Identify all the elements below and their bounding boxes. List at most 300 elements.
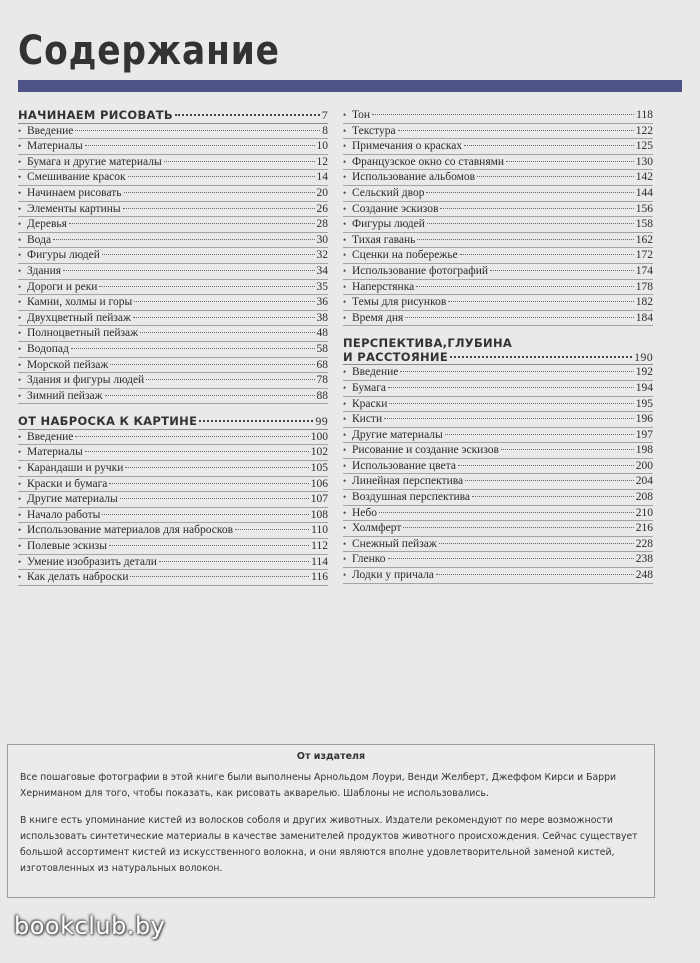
toc-entry-page: 142 [635, 171, 653, 184]
toc-entry[interactable] [18, 539, 328, 555]
section-gap [18, 404, 328, 414]
toc-entry[interactable] [18, 124, 328, 140]
leader-dots [175, 114, 320, 116]
toc-entry[interactable] [343, 280, 653, 296]
toc-entry-page: 28 [316, 218, 328, 231]
toc-entry-page: 198 [635, 444, 653, 457]
toc-entry-page: 88 [316, 389, 328, 402]
toc-entry-page: 100 [310, 430, 328, 443]
toc-entry[interactable] [343, 552, 653, 568]
bullet-icon: • [343, 507, 347, 518]
leader-dots [398, 130, 634, 131]
leader-dots [164, 161, 315, 162]
toc-entry-page: 102 [310, 446, 328, 459]
title-divider-bar [18, 80, 682, 92]
leader-dots [372, 114, 634, 115]
toc-entry-label: Камни, холмы и горы [27, 296, 133, 309]
bullet-icon: • [343, 367, 347, 378]
toc-entry-label: Дороги и реки [27, 280, 98, 293]
leader-dots [235, 529, 309, 530]
leader-dots [120, 498, 309, 499]
toc-entry-page: 125 [635, 140, 653, 153]
toc-entry-label: Умение изобразить детали [27, 555, 157, 568]
leader-dots [472, 496, 634, 497]
bullet-icon: • [343, 187, 347, 198]
toc-entry-page: 114 [311, 555, 328, 568]
toc-entry-page: 116 [311, 571, 328, 584]
toc-entry-page: 38 [316, 311, 328, 324]
leader-dots [405, 317, 633, 318]
bullet-icon: • [18, 141, 22, 152]
toc-entry-label: Материалы [27, 140, 83, 153]
toc-entry-label: Темы для рисунков [352, 296, 447, 309]
bullet-icon: • [18, 525, 22, 536]
toc-entry[interactable] [18, 264, 328, 280]
toc-section-heading-label: И РАССТОЯНИЕ [343, 350, 449, 365]
section-gap [343, 326, 653, 336]
bullet-icon: • [343, 125, 347, 136]
toc-entry-page: 162 [635, 233, 653, 246]
bullet-icon: • [343, 429, 347, 440]
toc-column-right [343, 108, 653, 584]
bullet-icon: • [18, 156, 22, 167]
leader-dots [71, 348, 315, 349]
toc-entry-page: 184 [635, 311, 653, 324]
leader-dots [102, 514, 308, 515]
bullet-icon: • [343, 538, 347, 549]
toc-entry-label: Сельский двор [352, 186, 425, 199]
leader-dots [389, 403, 633, 404]
toc-entry[interactable] [18, 280, 328, 296]
leader-dots [85, 451, 309, 452]
bullet-icon: • [18, 375, 22, 386]
leader-dots [130, 576, 309, 577]
toc-entry-label: Тон [352, 109, 371, 121]
toc-entry-page: 112 [311, 540, 328, 553]
toc-entry[interactable] [343, 568, 653, 584]
toc-entry[interactable] [18, 295, 328, 311]
leader-dots [146, 379, 314, 380]
toc-entry[interactable] [343, 443, 653, 459]
bullet-icon: • [343, 156, 347, 167]
leader-dots [403, 527, 633, 528]
bullet-icon: • [343, 476, 347, 487]
toc-entry-label: Здания [27, 264, 62, 277]
toc-entry-label: Текстура [352, 124, 396, 137]
toc-entry-label: Фигуры людей [352, 218, 425, 231]
toc-entry-label: Небо [352, 506, 378, 519]
leader-dots [140, 332, 314, 333]
leader-dots [427, 223, 634, 224]
bullet-icon: • [343, 281, 347, 292]
bullet-icon: • [18, 297, 22, 308]
publisher-note-paragraph-1: Все пошаговые фотографии в этой книге были выполнены Арнольдом Лоури, Венди Желберт, Джеффом Кирси и Барри Херниманом для того, чтобы показать, как рисовать акварелью. Шаблоны не использовались. [20, 772, 617, 799]
toc-entry-label: Введение [27, 430, 74, 443]
toc-entry-page: 36 [316, 296, 328, 309]
leader-dots [417, 239, 633, 240]
bullet-icon: • [343, 172, 347, 183]
toc-entry-page: 30 [316, 233, 328, 246]
toc-entry-page: 105 [310, 462, 328, 475]
toc-entry-label: Тихая гавань [352, 233, 416, 246]
toc-section-heading-label: НАЧИНАЕМ РИСОВАТЬ [18, 108, 173, 122]
toc-entry[interactable] [343, 397, 653, 413]
toc-entry-label: Морской пейзаж [27, 358, 109, 371]
toc-section-page: 7 [321, 108, 328, 122]
leader-dots [124, 192, 315, 193]
bullet-icon: • [18, 187, 22, 198]
toc-entry-label: Фигуры людей [27, 249, 100, 262]
bullet-icon: • [343, 141, 347, 152]
leader-dots [460, 254, 634, 255]
toc-entry-page: 107 [310, 493, 328, 506]
toc-entry-page: 248 [635, 569, 653, 582]
leader-dots [506, 161, 634, 162]
toc-entry[interactable] [343, 537, 653, 553]
leader-dots [416, 286, 634, 287]
bullet-icon: • [18, 463, 22, 474]
bullet-icon: • [343, 460, 347, 471]
bullet-icon: • [343, 110, 347, 120]
toc-entry-page: 144 [635, 186, 653, 199]
toc-entry-page: 174 [635, 264, 653, 277]
leader-dots [159, 561, 309, 562]
toc-entry[interactable] [343, 506, 653, 522]
toc-entry[interactable] [18, 217, 328, 233]
toc-entry-label: Полноцветный пейзаж [27, 327, 139, 340]
leader-dots [384, 418, 634, 419]
leader-dots [501, 449, 634, 450]
leader-dots [133, 317, 315, 318]
toc-entry[interactable] [18, 358, 328, 374]
bullet-icon: • [18, 265, 22, 276]
toc-entry-label: Полевые эскизы [27, 540, 107, 553]
bullet-icon: • [343, 219, 347, 230]
toc-entry-page: 192 [635, 366, 653, 379]
toc-column-left [18, 108, 328, 586]
bullet-icon: • [18, 494, 22, 505]
toc-entry-label: Использование фотографий [352, 264, 489, 277]
toc-entry-label: Гленко [352, 553, 386, 566]
toc-entry-label: Введение [352, 366, 399, 379]
toc-entry-label: Другие материалы [27, 493, 118, 506]
leader-dots [445, 434, 634, 435]
toc-entry-label: Двухцветный пейзаж [27, 311, 131, 324]
bullet-icon: • [18, 431, 22, 442]
toc-entry-label: Краски и бумага [27, 477, 108, 490]
bullet-icon: • [343, 445, 347, 456]
toc-entry[interactable] [18, 555, 328, 571]
toc-entry-label: Использование альбомов [352, 171, 476, 184]
bullet-icon: • [343, 382, 347, 393]
toc-entry-label: Рисование и создание эскизов [352, 444, 499, 457]
leader-dots [85, 145, 315, 146]
toc-section-heading[interactable] [343, 336, 653, 365]
leader-dots [388, 558, 634, 559]
toc-entry-page: 197 [635, 428, 653, 441]
toc-entry-page: 78 [316, 374, 328, 387]
toc-entry-label: Элементы картины [27, 202, 121, 215]
toc-section-heading[interactable] [18, 414, 328, 430]
leader-dots [99, 286, 314, 287]
toc-entry[interactable] [18, 202, 328, 218]
toc-entry-page: 238 [635, 553, 653, 566]
bullet-icon: • [343, 312, 347, 323]
leader-dots [436, 574, 634, 575]
bullet-icon: • [18, 572, 22, 583]
leader-dots [125, 467, 308, 468]
bullet-icon: • [343, 250, 347, 261]
leader-dots [123, 208, 315, 209]
toc-entry-page: 8 [322, 124, 328, 137]
toc-entry-page: 48 [316, 327, 328, 340]
bullet-icon: • [18, 250, 22, 261]
toc-entry-label: Другие материалы [352, 428, 443, 441]
bullet-icon: • [343, 234, 347, 245]
publisher-note-title: От издателя [296, 751, 366, 762]
toc-entry[interactable] [343, 217, 653, 233]
toc-entry[interactable] [18, 389, 328, 405]
toc-entry-page: 196 [635, 413, 653, 426]
toc-entry-page: 10 [316, 140, 328, 153]
bullet-icon: • [18, 478, 22, 489]
toc-entry[interactable] [18, 570, 328, 586]
toc-entry[interactable] [18, 445, 328, 461]
toc-section-heading-label: ОТ НАБРОСКА К КАРТИНЕ [18, 414, 198, 429]
toc-entry-page: 14 [316, 171, 328, 184]
toc-entry[interactable] [18, 461, 328, 477]
toc-entry-page: 12 [316, 155, 328, 168]
toc-entry[interactable] [343, 412, 653, 428]
leader-dots [110, 364, 314, 365]
toc-entry-page: 158 [635, 218, 653, 231]
toc-entry-label: Воздушная перспектива [352, 491, 471, 504]
toc-entry[interactable] [343, 311, 653, 327]
toc-entry-page: 200 [635, 459, 653, 472]
leader-dots [490, 270, 634, 271]
bullet-icon: • [18, 234, 22, 245]
toc-entry-label: Карандаши и ручки [27, 462, 124, 475]
watermark-logo: bookclub.by [14, 912, 166, 940]
toc-entry[interactable] [343, 248, 653, 264]
bullet-icon: • [18, 281, 22, 292]
toc-entry[interactable] [343, 155, 653, 171]
toc-entry-label: Французское окно со ставнями [352, 155, 505, 168]
leader-dots [379, 512, 634, 513]
toc-entry-page: 216 [635, 522, 653, 535]
leader-dots [477, 176, 634, 177]
toc-entry-page: 178 [635, 280, 653, 293]
toc-entry[interactable] [18, 311, 328, 327]
toc-entry-label: Вода [27, 233, 52, 246]
bullet-icon: • [343, 570, 347, 581]
leader-dots [450, 356, 632, 358]
leader-dots [458, 465, 634, 466]
toc-entry[interactable] [343, 474, 653, 490]
toc-entry-page: 26 [316, 202, 328, 215]
bullet-icon: • [18, 172, 22, 183]
toc-entry-page: 228 [635, 537, 653, 550]
leader-dots [128, 176, 315, 177]
toc-entry[interactable] [18, 430, 328, 446]
toc-entry-page: 195 [635, 397, 653, 410]
toc-entry-label: Время дня [352, 311, 404, 324]
bullet-icon: • [343, 265, 347, 276]
toc-entry-page: 210 [635, 506, 653, 519]
publisher-note-box [7, 744, 655, 898]
toc-entry[interactable] [18, 523, 328, 539]
toc-entry-page: 156 [635, 202, 653, 215]
bullet-icon: • [18, 359, 22, 370]
bullet-icon: • [343, 523, 347, 534]
bullet-icon: • [343, 398, 347, 409]
publisher-note-paragraph-2: В книге есть упоминание кистей из волосков соболя и других животных. Издатели рекомендуют по мере возможности использовать синтетические материалы в качестве заменителей продуктов животного происхождения. Сейчас существует большой ассортимент кистей из искусственного волокна, и они являются вполне удовлетворительной заменой кистей, изготовленных из натуральных волокон. [20, 815, 638, 874]
leader-dots [69, 223, 315, 224]
toc-entry[interactable] [343, 365, 653, 381]
leader-dots [75, 436, 308, 437]
toc-entry-page: 68 [316, 358, 328, 371]
leader-dots [439, 543, 634, 544]
toc-entry-label: Зимний пейзаж [27, 389, 103, 402]
leader-dots [448, 301, 633, 302]
bullet-icon: • [18, 556, 22, 567]
bullet-icon: • [18, 343, 22, 354]
toc-entry-page: 58 [316, 342, 328, 355]
leader-dots [134, 301, 314, 302]
toc-entry-label: Примечания о красках [352, 140, 463, 153]
toc-entry[interactable] [343, 186, 653, 202]
leader-dots [400, 371, 633, 372]
toc-section-page: 99 [315, 414, 328, 429]
toc-entry-label: Лодки у причала [352, 569, 434, 582]
toc-entry[interactable] [18, 233, 328, 249]
leader-dots [388, 387, 634, 388]
bullet-icon: • [343, 203, 347, 214]
toc-entry-label: Кисти [352, 413, 383, 426]
toc-entry[interactable] [343, 295, 653, 311]
toc-entry-page: 204 [635, 475, 653, 488]
toc-entry[interactable] [343, 170, 653, 186]
toc-entry-label: Холмферт [352, 522, 402, 535]
bullet-icon: • [18, 328, 22, 339]
leader-dots [426, 192, 633, 193]
toc-entry[interactable] [18, 477, 328, 493]
toc-entry-label: Сценки на побережье [352, 249, 458, 262]
toc-entry[interactable] [343, 428, 653, 444]
toc-entry[interactable] [343, 108, 653, 124]
toc-entry-label: Наперстянка [352, 280, 415, 293]
leader-dots [199, 420, 313, 422]
toc-entry[interactable] [18, 248, 328, 264]
toc-section-page: 190 [634, 350, 653, 365]
toc-entry-label: Линейная перспектива [352, 475, 464, 488]
bullet-icon: • [18, 541, 22, 552]
toc-entry-page: 20 [316, 186, 328, 199]
toc-entry-page: 118 [636, 109, 653, 121]
bullet-icon: • [18, 390, 22, 401]
leader-dots [109, 545, 309, 546]
toc-entry-label: Снежный пейзаж [352, 537, 437, 550]
toc-entry-label: Водопад [27, 342, 69, 355]
toc-entry-page: 172 [635, 249, 653, 262]
toc-entry[interactable] [343, 264, 653, 280]
toc-entry[interactable] [18, 326, 328, 342]
toc-entry-page: 208 [635, 491, 653, 504]
bullet-icon: • [18, 509, 22, 520]
toc-entry-label: Краски [352, 397, 388, 410]
toc-entry[interactable] [343, 459, 653, 475]
bullet-icon: • [18, 312, 22, 323]
toc-entry-page: 35 [316, 280, 328, 293]
toc-entry-label: Использование цвета [352, 459, 456, 472]
bullet-icon: • [343, 297, 347, 308]
toc-entry-page: 130 [635, 155, 653, 168]
leader-dots [75, 130, 320, 131]
leader-dots [63, 270, 314, 271]
toc-entry-page: 194 [635, 381, 653, 394]
toc-entry-page: 34 [316, 264, 328, 277]
toc-entry-page: 122 [635, 124, 653, 137]
toc-entry[interactable] [343, 233, 653, 249]
toc-entry[interactable] [18, 155, 328, 171]
toc-section-heading[interactable] [18, 108, 328, 124]
leader-dots [102, 254, 315, 255]
bullet-icon: • [18, 125, 22, 136]
toc-entry[interactable] [343, 521, 653, 537]
toc-entry-label: Бумага [352, 381, 387, 394]
toc-entry-page: 110 [311, 524, 328, 537]
bullet-icon: • [18, 203, 22, 214]
toc-entry-label: Смешивание красок [27, 171, 126, 184]
bullet-icon: • [343, 414, 347, 425]
toc-entry[interactable] [343, 202, 653, 218]
leader-dots [109, 483, 308, 484]
toc-entry[interactable] [18, 342, 328, 358]
page-title: Содержание [18, 28, 280, 74]
toc-entry[interactable] [343, 381, 653, 397]
toc-entry-label: Здания и фигуры людей [27, 374, 145, 387]
toc-entry[interactable] [18, 373, 328, 389]
toc-entry[interactable] [343, 124, 653, 140]
leader-dots [440, 208, 633, 209]
bullet-icon: • [18, 447, 22, 458]
toc-entry-page: 108 [310, 508, 328, 521]
toc-entry-label: Материалы [27, 446, 83, 459]
toc-section-heading-line1: ПЕРСПЕКТИВА,ГЛУБИНА [343, 336, 513, 351]
toc-entry-label: Начало работы [27, 508, 101, 521]
leader-dots [464, 145, 634, 146]
toc-entry-label: Создание эскизов [352, 202, 439, 215]
bullet-icon: • [18, 219, 22, 230]
toc-entry-label: Использование материалов для набросков [27, 524, 234, 537]
toc-entry[interactable] [18, 186, 328, 202]
bullet-icon: • [343, 492, 347, 503]
leader-dots [465, 480, 634, 481]
toc-entry-page: 32 [316, 249, 328, 262]
toc-entry-label: Деревья [27, 218, 67, 231]
toc-entry[interactable] [18, 139, 328, 155]
toc-entry[interactable] [343, 139, 653, 155]
toc-entry[interactable] [18, 170, 328, 186]
leader-dots [53, 239, 314, 240]
leader-dots [105, 395, 315, 396]
toc-entry[interactable] [18, 492, 328, 508]
toc-entry-page: 182 [635, 296, 653, 309]
toc-entry[interactable] [18, 508, 328, 524]
toc-entry-label: Начинаем рисовать [27, 186, 122, 199]
toc-entry-page: 106 [310, 477, 328, 490]
toc-entry[interactable] [343, 490, 653, 506]
